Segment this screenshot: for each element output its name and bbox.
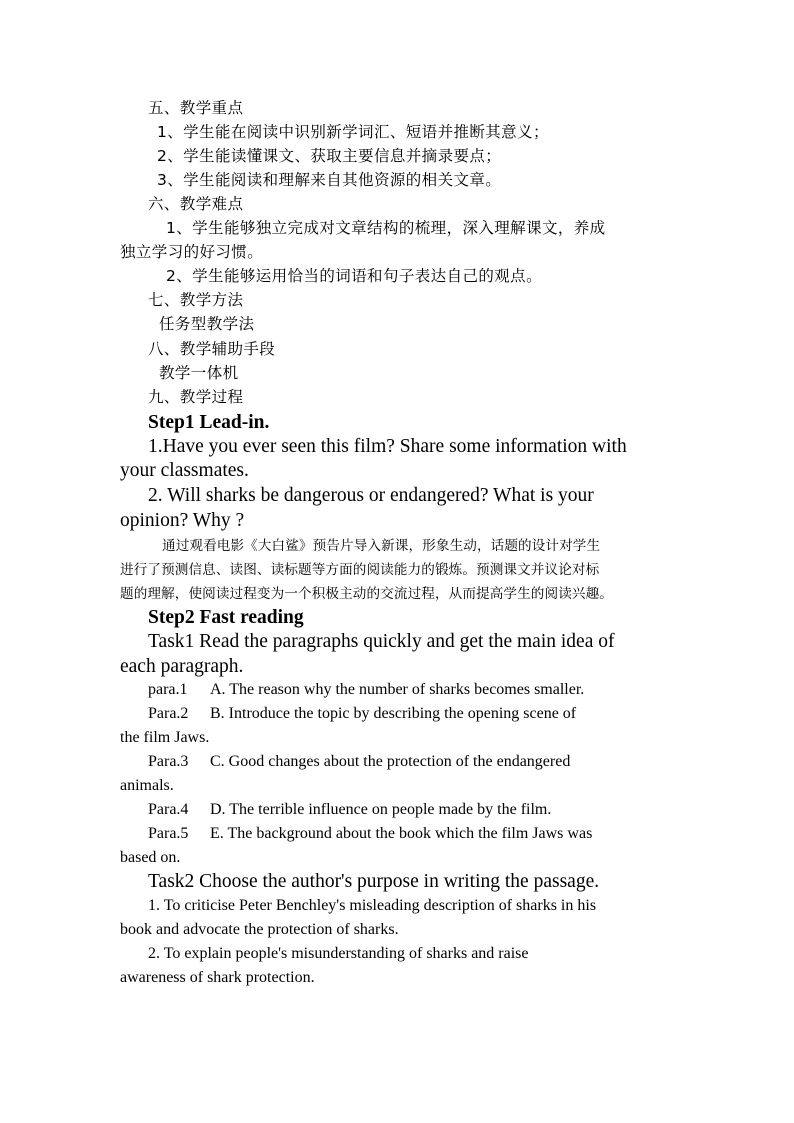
step1-question-1-line-1: 1.Have you ever seen this film? Share some information with: [148, 436, 627, 457]
para-row-3: [148, 754, 570, 770]
para-label: Para.3: [148, 753, 189, 770]
para-main-idea: D. The terrible influence on people made by the film.: [210, 801, 552, 818]
para-label: Para.2: [148, 705, 189, 722]
teaching-aids-body: 教学一体机: [159, 364, 239, 382]
purpose-option-1-line-2: book and advocate the protection of sharks.: [120, 921, 399, 938]
step1-note-line-2: 进行了预测信息、读图、读标题等方面的阅读能力的锻炼。预测课文并议论对标: [120, 562, 600, 578]
section-title-teaching-process: 九、教学过程: [148, 388, 244, 406]
section-title-teaching-aids: 八、教学辅助手段: [148, 340, 276, 358]
step1-question-1-line-2: your classmates.: [120, 460, 249, 481]
para-main-idea: B. Introduce the topic by describing the opening scene of: [210, 705, 577, 722]
difficulty-item-1-line-2: 独立学习的好习惯。: [120, 243, 264, 261]
para-row-4: [148, 802, 551, 818]
para-row-2: [148, 706, 576, 722]
para-row-2-cont: the film Jaws.: [120, 729, 210, 746]
focus-item-3: 3、学生能阅读和理解来自其他资源的相关文章。: [157, 171, 502, 189]
difficulty-item-1-line-1: 1、学生能够独立完成对文章结构的梳理，深入理解课文，养成: [166, 219, 606, 237]
task1-line-1: Task1 Read the paragraphs quickly and get the main idea of: [148, 631, 615, 652]
task1-line-2: each paragraph.: [120, 656, 244, 677]
para-main-idea: C. Good changes about the protection of the endangered: [210, 753, 571, 770]
purpose-option-1-line-1: 1. To criticise Peter Benchley's misleading description of sharks in his: [148, 897, 597, 914]
para-row-3-cont: animals.: [120, 777, 174, 794]
para-label: Para.4: [148, 801, 189, 818]
para-main-idea: A. The reason why the number of sharks becomes smaller.: [210, 681, 585, 698]
difficulty-item-2: 2、学生能够运用恰当的词语和句子表达自己的观点。: [166, 267, 542, 285]
para-row-5-cont: based on.: [120, 849, 181, 866]
step1-question-2-line-1: 2. Will sharks be dangerous or endangered? What is your: [148, 485, 594, 506]
section-title-teaching-difficulty: 六、教学难点: [148, 195, 244, 213]
focus-item-1: 1、学生能在阅读中识别新学词汇、短语并推断其意义；: [157, 123, 549, 141]
task2-prompt: Task2 Choose the author's purpose in writing the passage.: [148, 871, 600, 892]
teaching-method-body: 任务型教学法: [159, 315, 255, 333]
focus-item-2: 2、学生能读懂课文、获取主要信息并摘录要点；: [157, 147, 502, 165]
step1-heading: Step1 Lead-in.: [148, 412, 270, 433]
step1-question-2-line-2: opinion? Why ?: [120, 510, 245, 531]
para-row-1: [148, 682, 584, 698]
para-row-5: [148, 826, 592, 842]
step1-note-line-3: 题的理解，使阅读过程变为一个积极主动的交流过程，从而提高学生的阅读兴趣。: [120, 586, 613, 602]
para-label: para.1: [148, 681, 188, 698]
para-label: Para.5: [148, 825, 189, 842]
purpose-option-2-line-1: 2. To explain people's misunderstanding of sharks and raise: [148, 945, 529, 962]
purpose-option-2-line-2: awareness of shark protection.: [120, 969, 315, 986]
para-main-idea: E. The background about the book which the film Jaws was: [210, 825, 593, 842]
section-title-teaching-method: 七、教学方法: [148, 291, 244, 309]
section-title-teaching-focus: 五、教学重点: [148, 99, 244, 117]
step2-heading: Step2 Fast reading: [148, 607, 304, 628]
step1-note-line-1: 通过观看电影《大白鲨》预告片导入新课，形象生动，话题的设计对学生: [162, 538, 601, 554]
